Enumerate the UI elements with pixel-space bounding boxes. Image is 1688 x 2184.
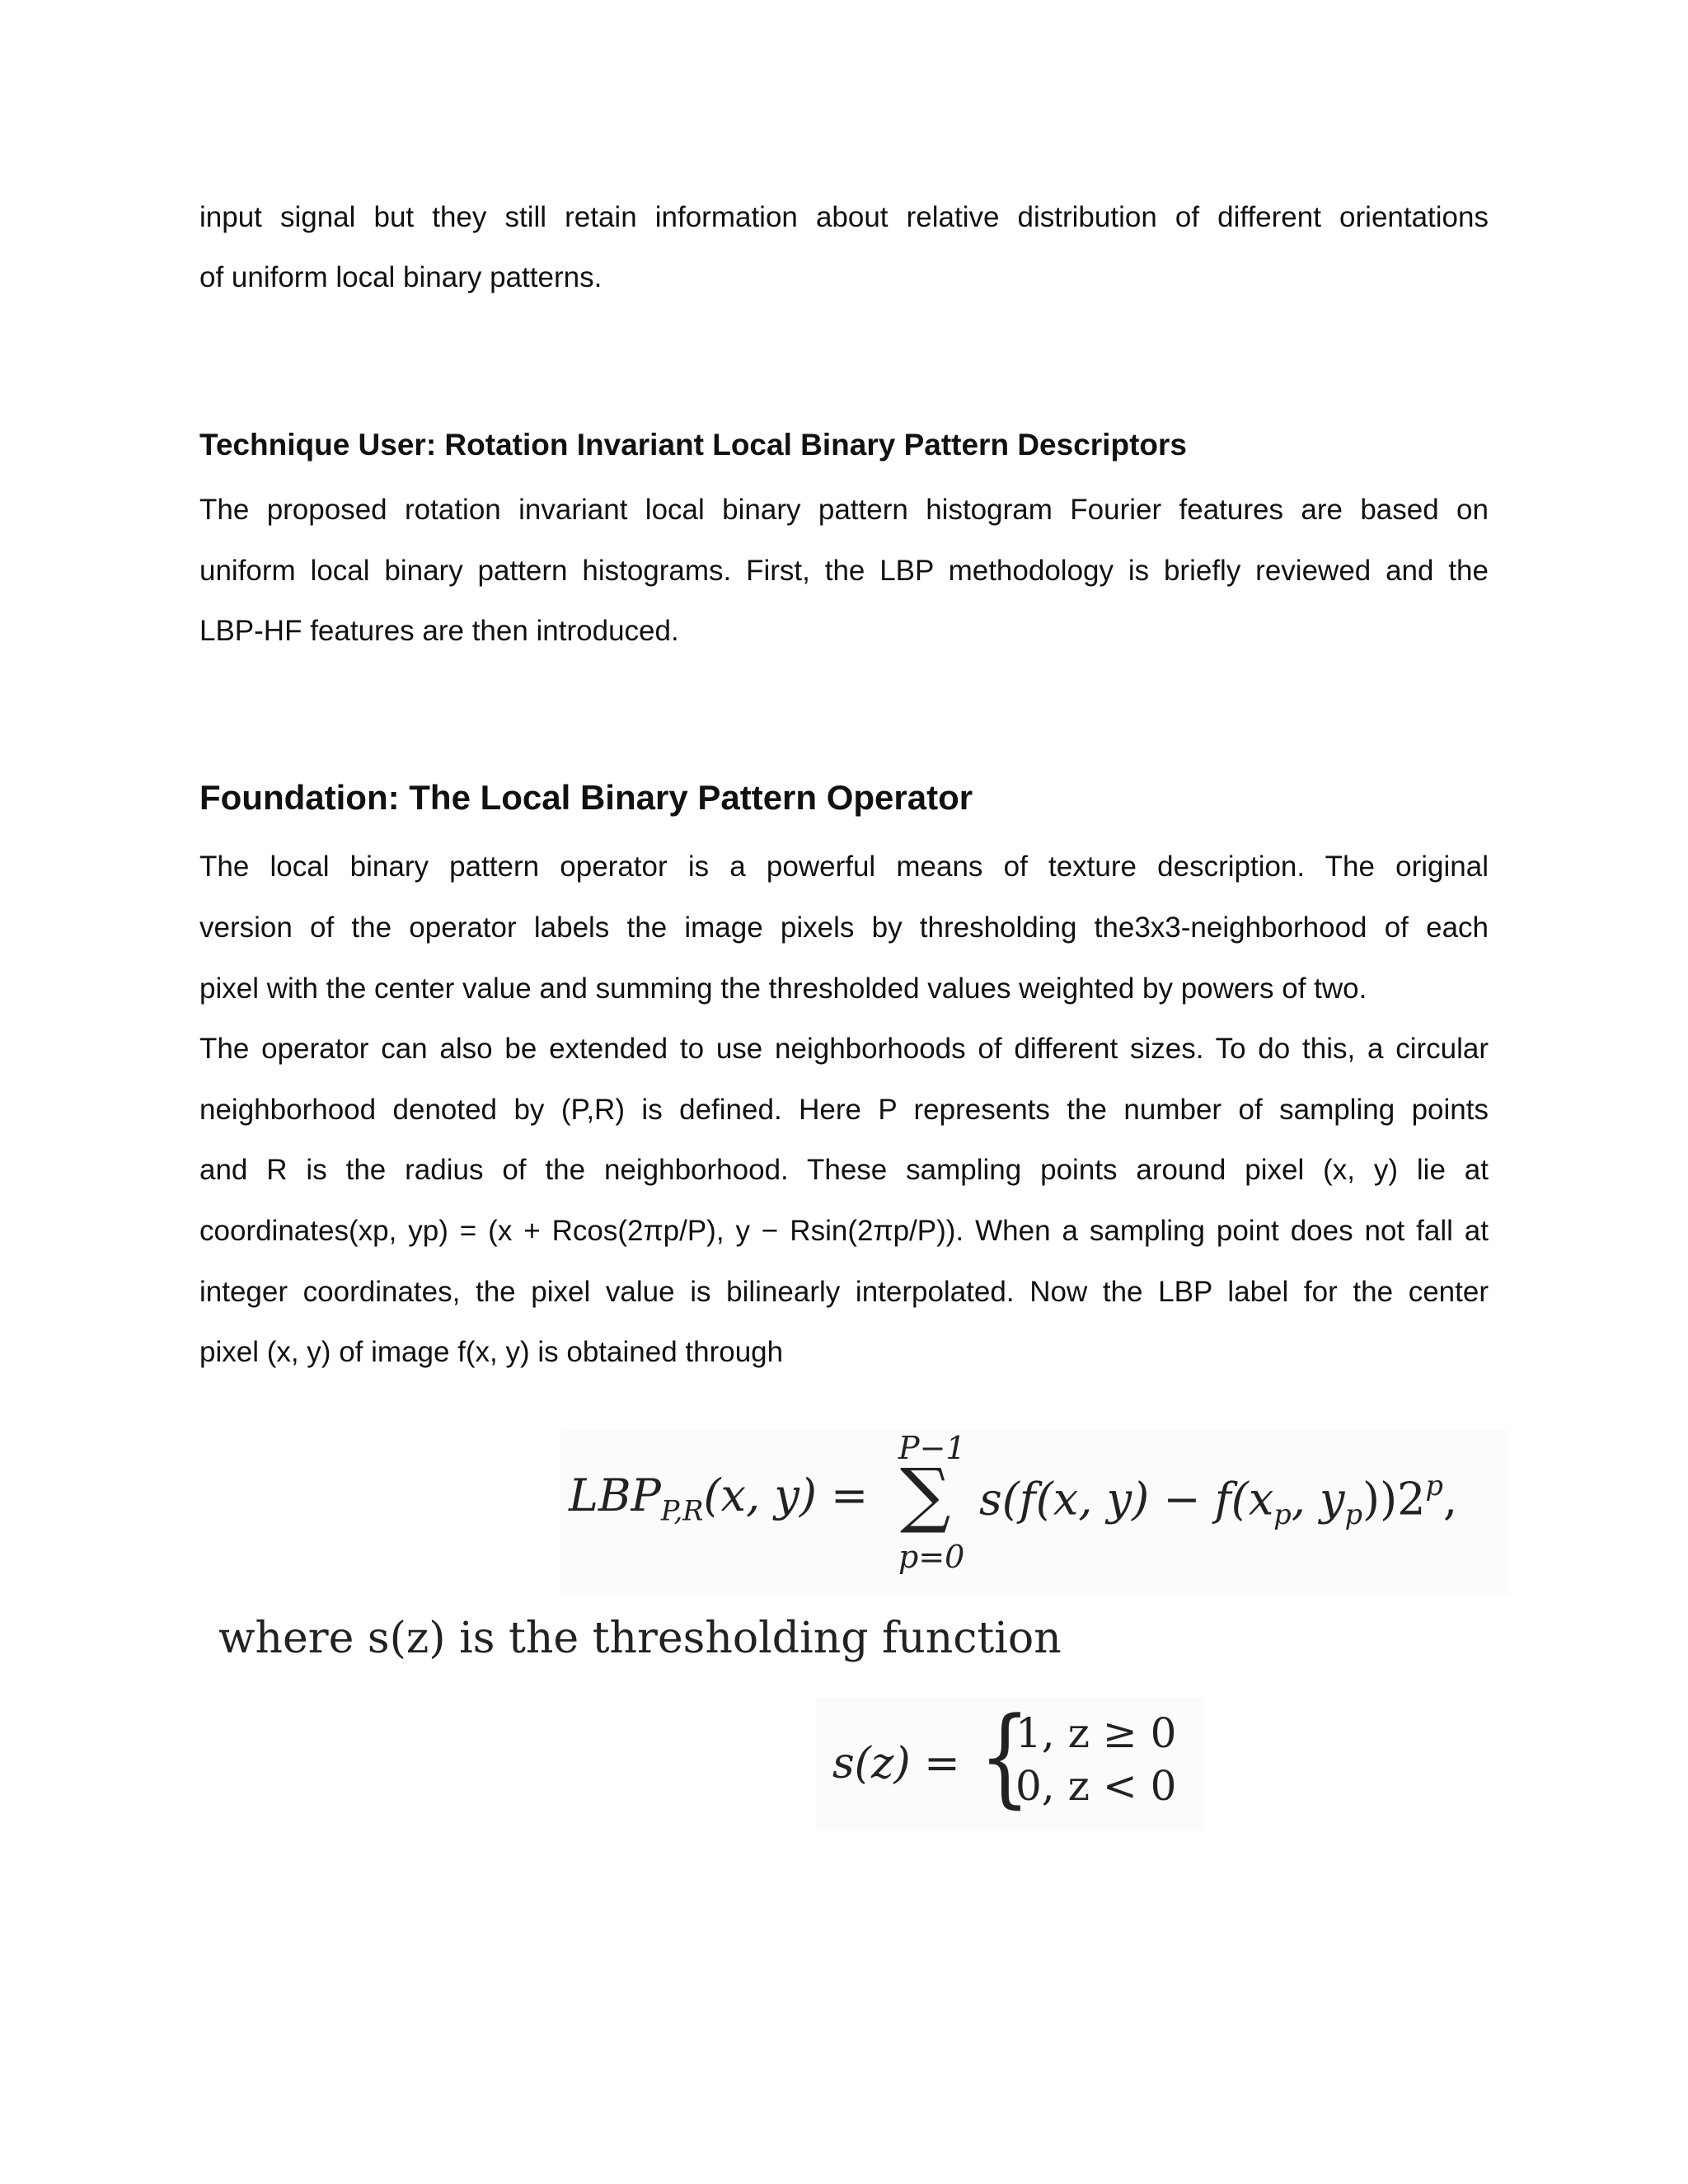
case-2: 0, z < 0	[1015, 1762, 1177, 1810]
section2-line-5: neighborhood denoted by (P,R) is defined. Here P represents the number of sampling points	[199, 1094, 1489, 1126]
case-1: 1, z ≥ 0	[1015, 1709, 1177, 1757]
section2-line-1: The local binary pattern operator is a powerful means of texture description. The original	[199, 851, 1489, 883]
equation-lbp	[560, 1430, 1508, 1595]
section2-line-6: and R is the radius of the neighborhood. These sampling points around pixel (x, y) lie at	[199, 1154, 1489, 1186]
rhs-part-3: ))2	[1362, 1473, 1426, 1526]
section1-line-1: The proposed rotation invariant local binary pattern histogram Fourier features are based on	[199, 494, 1489, 526]
section2-line-3: pixel with the center value and summing the thresholded values weighted by powers of two.	[199, 972, 1367, 1005]
equation-lbp-rhs	[979, 1469, 1457, 1530]
rhs-sub-2: p	[1344, 1498, 1362, 1531]
section1-line-2: uniform local binary pattern histograms. First, the LBP methodology is briefly reviewed and the	[199, 555, 1489, 587]
sum-lower-limit: p=0	[898, 1539, 965, 1575]
section-heading-technique: Technique User: Rotation Invariant Local Binary Pattern Descriptors	[199, 428, 1187, 462]
lbp-symbol: LBP	[569, 1469, 661, 1521]
sum-symbol: ∑	[900, 1454, 951, 1536]
lbp-args: (x, y) =	[703, 1469, 869, 1521]
rhs-sub-1: p	[1273, 1498, 1292, 1531]
rhs-part-1: s(f(x, y) − f(x	[979, 1473, 1274, 1526]
rhs-sup: p	[1425, 1469, 1443, 1502]
section-heading-foundation: Foundation: The Local Binary Pattern Operator	[199, 778, 973, 817]
threshold-lhs-text: s(z) =	[832, 1739, 960, 1788]
piecewise-brace: {	[979, 1694, 1031, 1819]
intro-line-1: input signal but they still retain information about relative distribution of different orientations	[199, 201, 1489, 233]
section2-line-2: version of the operator labels the image pixels by thresholding the3x3-neighborhood of each	[199, 912, 1489, 944]
section2-line-9: pixel (x, y) of image f(x, y) is obtained through	[199, 1336, 784, 1368]
lbp-subscript: P,R	[660, 1494, 704, 1527]
intro-line-2: of uniform local binary patterns.	[199, 261, 603, 293]
section2-line-7: coordinates(xp, yp) = (x + Rcos(2πp/P), y − Rsin(2πp/P)). When a sampling point does not fall at	[199, 1215, 1489, 1247]
rhs-part-2: , y	[1291, 1473, 1345, 1526]
section2-line-8: integer coordinates, the pixel value is bilinearly interpolated. Now the LBP label for the center	[199, 1276, 1489, 1308]
equation-lbp-lhs	[569, 1469, 868, 1527]
equation-threshold	[816, 1694, 1203, 1830]
where-text: where s(z) is the thresholding function	[218, 1614, 1062, 1663]
section2-line-4: The operator can also be extended to use neighborhoods of different sizes. To do this, a circular	[199, 1033, 1489, 1065]
section1-line-3: LBP-HF features are then introduced.	[199, 615, 679, 647]
rhs-end: ,	[1442, 1473, 1458, 1526]
sum-upper-limit: P−1	[898, 1430, 966, 1466]
threshold-lhs	[832, 1739, 960, 1788]
